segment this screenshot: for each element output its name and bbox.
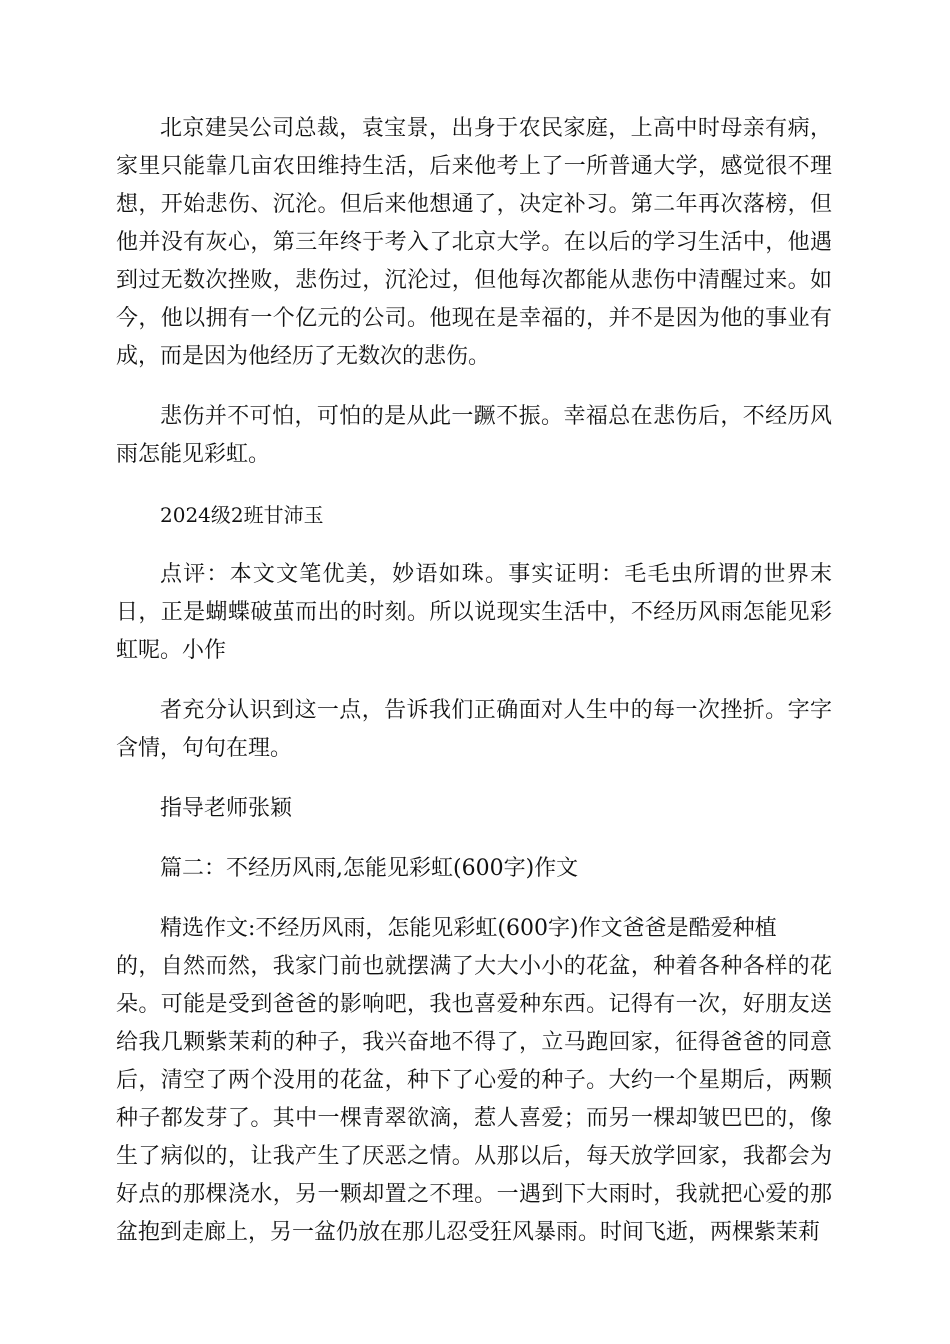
paragraph-comment: 点评：本文文笔优美，妙语如珠。事实证明：毛毛虫所谓的世界末日，正是蝴蝶破茧而出的时刻。所以说现实生活中，不经历风雨怎能见彩虹呢。小作 — [116, 562, 832, 663]
document-page — [116, 110, 832, 1252]
section-heading: 篇二：不经历风雨,怎能见彩虹(600字)作文 — [160, 856, 579, 881]
essay-intro-line: 精选作文:不经历风雨，怎能见彩虹(600字)作文爸爸是酷爱种植 — [160, 916, 777, 941]
author-line: 2024级2班甘沛玉 — [160, 503, 324, 527]
paragraph-story: 北京建吴公司总裁，袁宝景，出身于农民家庭，上高中时母亲有病，家里只能靠几亩农田维持生活，后来他考上了一所普通大学，感觉很不理想，开始悲伤、沉沦。但后来他想通了，决定补习。第二年再次落榜，但他并没有灰心，第三年终于考入了北京大学。在以后的学习生活中，他遇到过无数次挫败，悲伤过，沉沦过，但他每次都能从悲伤中清醒过来。如今，他以拥有一个亿元的公司。他现在是幸福的，并不是因为他的事业有成，而是因为他经历了无数次的悲伤。 — [116, 116, 832, 369]
paragraph-comment-continued: 者充分认识到这一点，告诉我们正确面对人生中的每一次挫折。字字含情，句句在理。 — [116, 698, 832, 761]
essay-body: 的，自然而然，我家门前也就摆满了大大小小的花盆，种着各种各样的花朵。可能是受到爸爸的影响吧，我也喜爱种东西。记得有一次，好朋友送给我几颗紫茉莉的种子，我兴奋地不得了，立马跑回家，征得爸爸的同意后，清空了两个没用的花盆，种下了心爱的种子。大约一个星期后，两颗种子都发芽了。其中一棵青翠欲滴，惹人喜爱；而另一棵却皱巴巴的，像生了病似的，让我产生了厌恶之情。从那以后，每天放学回家，我都会为好点的那棵浇水，另一颗却置之不理。一遇到下大雨时，我就把心爱的那盆抱到走廊上，另一盆仍放在那儿忍受狂风暴雨。时间飞逝，两棵紫茉莉 — [116, 954, 832, 1245]
paragraph-conclusion: 悲伤并不可怕，可怕的是从此一蹶不振。幸福总在悲伤后，不经历风雨怎能见彩虹。 — [116, 404, 832, 467]
teacher-line: 指导老师张颖 — [160, 796, 293, 821]
